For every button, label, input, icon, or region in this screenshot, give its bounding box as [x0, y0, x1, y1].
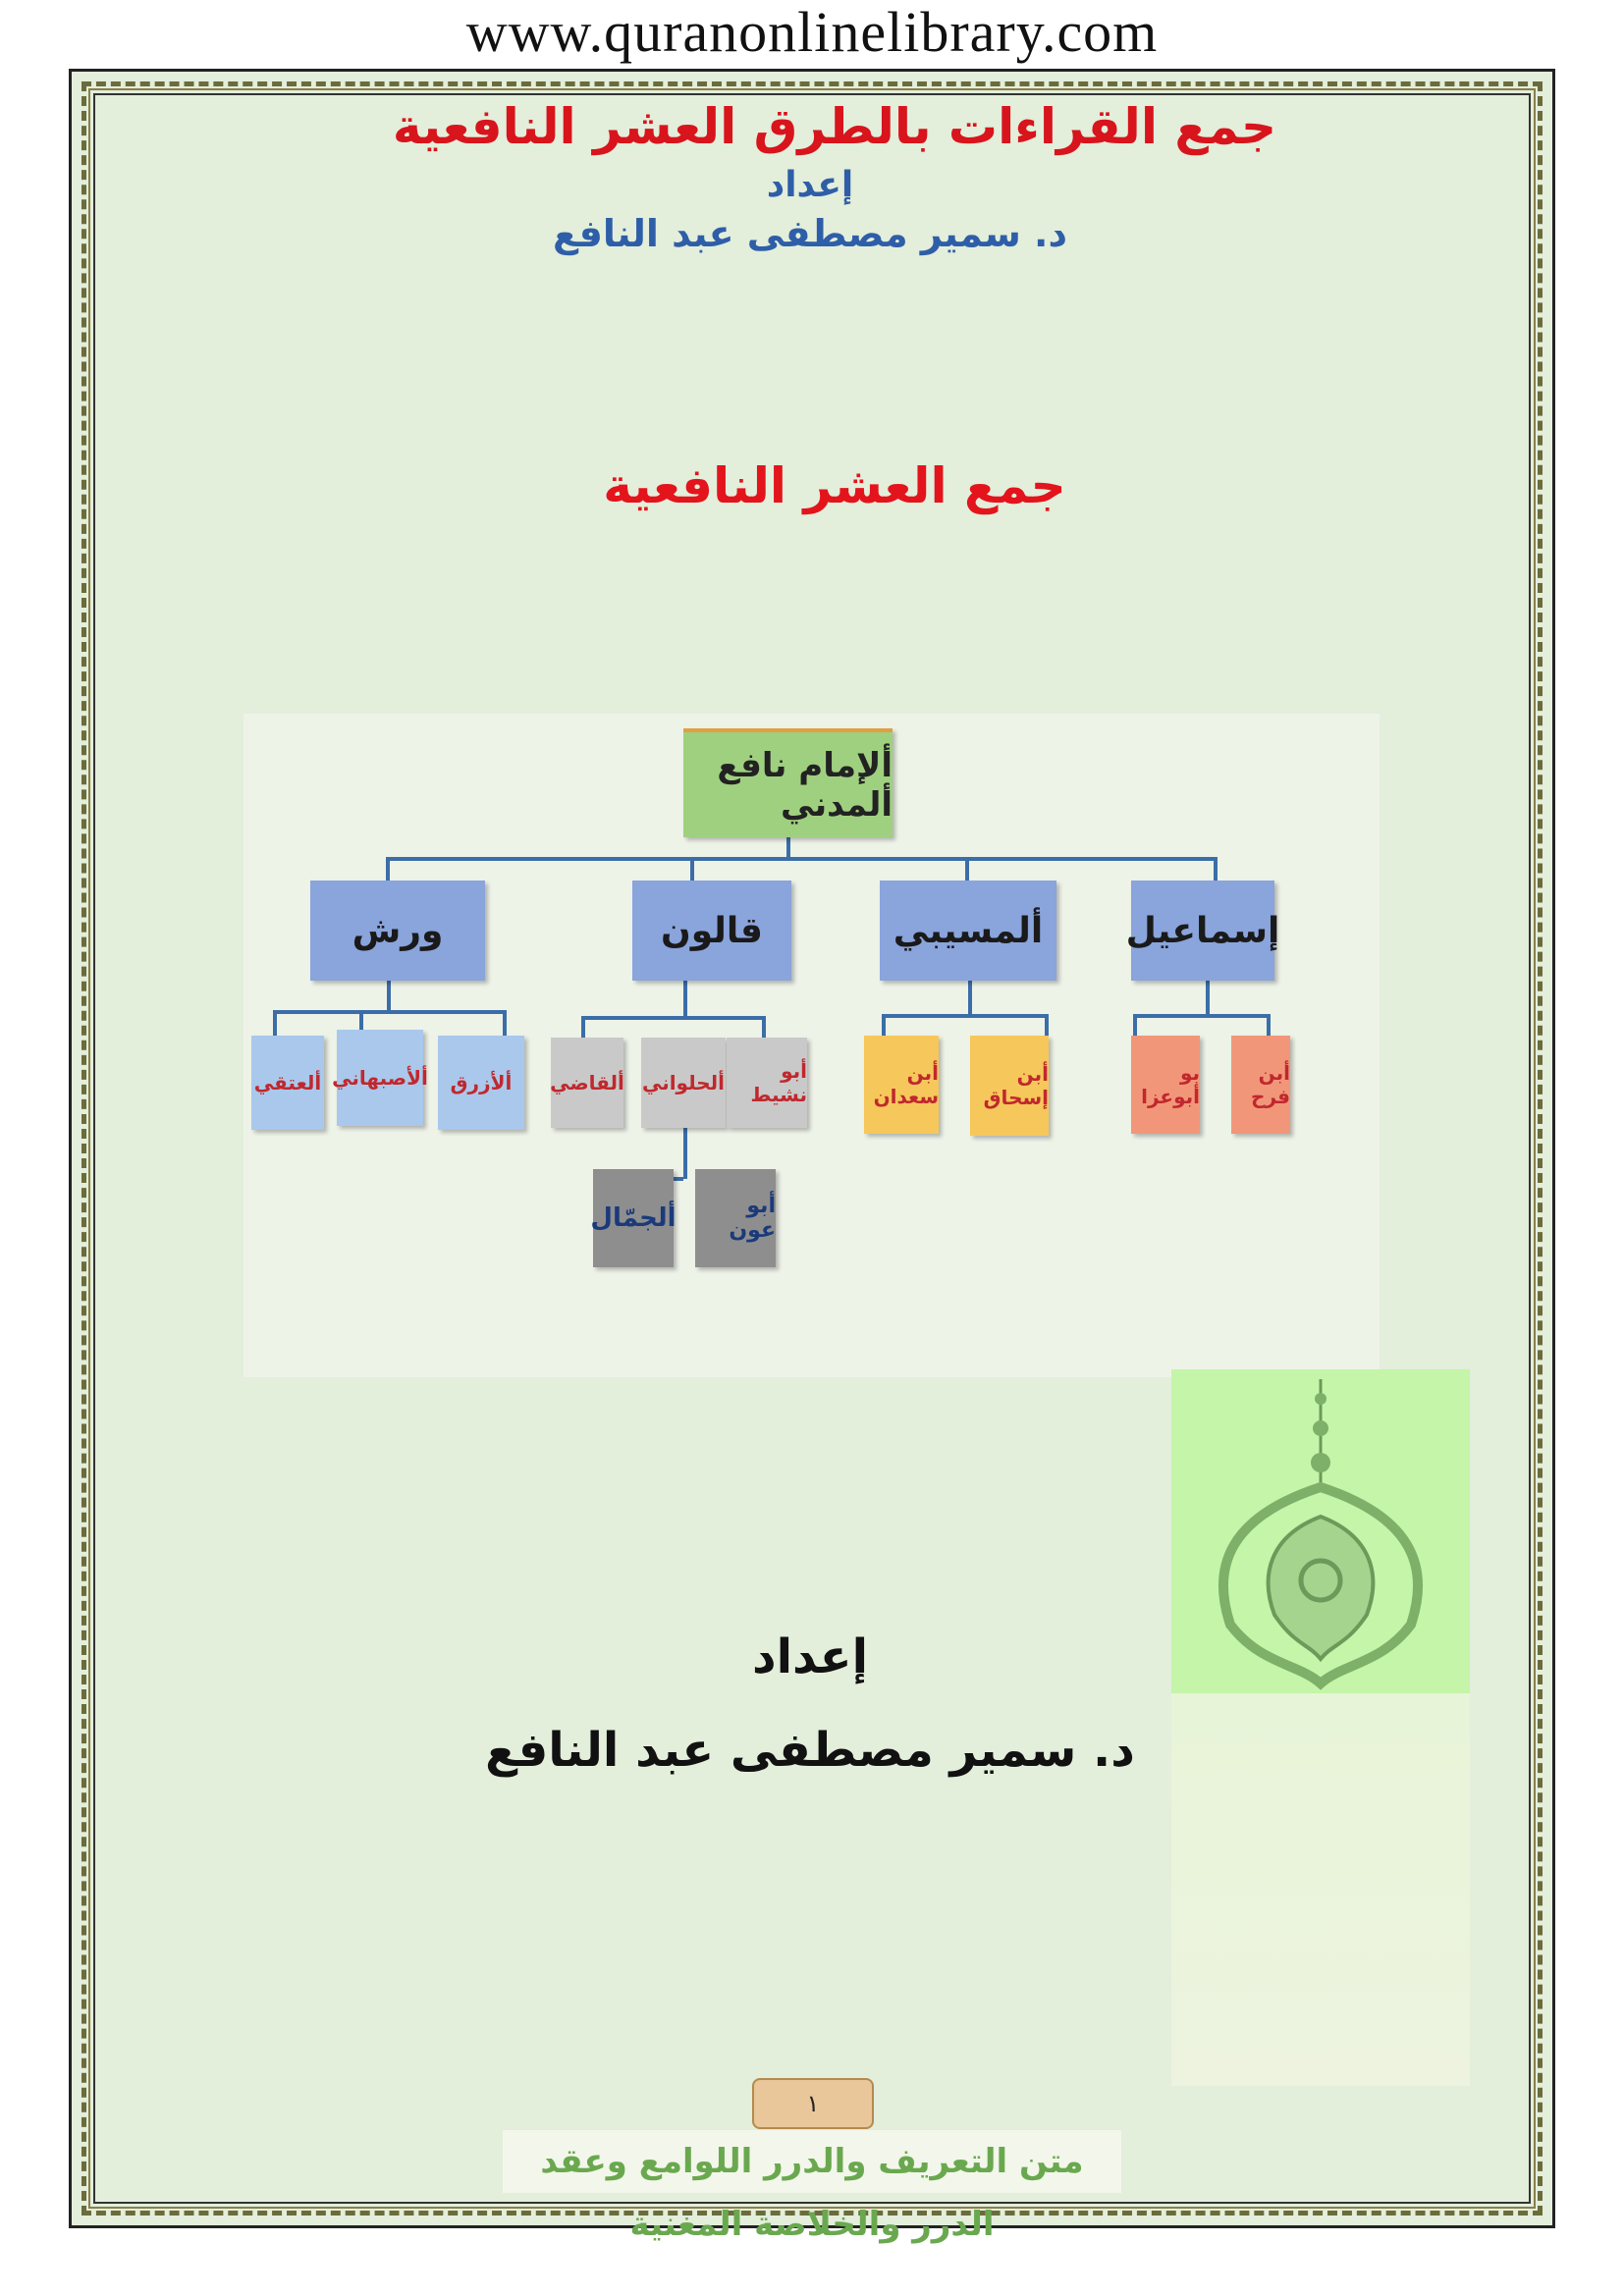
path-box: أبن سعدان — [864, 1036, 939, 1134]
hulwani-stem — [683, 1128, 687, 1179]
bottom-author: د. سمير مصطفى عبد النافع — [485, 1723, 1135, 1778]
path-box: ألقاضي — [551, 1038, 623, 1128]
musayyabi-bar — [882, 1014, 1049, 1018]
footer-text: متن التعريف والدرر اللوامع وعقد الدرر والخلاصة المغنية — [503, 2130, 1121, 2193]
root-box: ألإمام نافع ألمدني — [683, 728, 893, 837]
musayyabi-leg-1 — [882, 1014, 886, 1036]
ismail-leg-2 — [1267, 1014, 1271, 1036]
islamic-ornament — [1171, 1369, 1470, 1693]
qalun-leg-1 — [581, 1016, 585, 1038]
musayyabi-stem — [968, 981, 972, 1016]
path-box: أبو عون — [695, 1169, 776, 1267]
page-number: ١ — [752, 2078, 874, 2129]
qalun-bar — [581, 1016, 766, 1020]
path-box: ألجمّال — [593, 1169, 674, 1267]
narrator-warsh: ورش — [310, 881, 485, 981]
ismail-stem — [1206, 981, 1210, 1016]
narrator-ismail: إسماعيل — [1131, 881, 1274, 981]
path-box: أبو نشيط — [727, 1038, 807, 1128]
warsh-bar — [273, 1010, 507, 1014]
path-box: ألأصبهاني — [337, 1030, 423, 1126]
site-url[interactable]: www.quranonlinelibrary.com — [465, 0, 1159, 64]
section-title: جمع العشر النافعية — [603, 457, 1066, 514]
ismail-bar — [1133, 1014, 1271, 1018]
warsh-leg-1 — [273, 1010, 277, 1036]
warsh-stem — [387, 981, 391, 1012]
path-box: ألحلواني — [641, 1038, 726, 1128]
qalun-leg-3 — [762, 1016, 766, 1038]
header-author: د. سمير مصطفى عبد النافع — [553, 212, 1067, 255]
path-box: أبن إسحاق — [970, 1036, 1049, 1136]
warsh-leg-3 — [503, 1010, 507, 1036]
path-box: ألعتقي — [251, 1036, 324, 1130]
bottom-prepared-by: إعداد — [751, 1629, 869, 1684]
ismail-leg-1 — [1133, 1014, 1137, 1036]
header-prepared-by: إعداد — [766, 165, 854, 205]
narrator-qalun: قالون — [632, 881, 791, 981]
narrator-musayyabi: ألمسيبي — [880, 881, 1056, 981]
ornament-icon — [1171, 1369, 1470, 1693]
musayyabi-leg-2 — [1045, 1014, 1049, 1036]
qalun-stem — [683, 981, 687, 1018]
narrators-bar — [386, 857, 1216, 861]
tree-diagram — [244, 714, 1380, 1377]
ornament-reflection — [1171, 1693, 1470, 2086]
path-box: ألأزرق — [438, 1036, 524, 1130]
path-box: بو أبوعزا — [1131, 1036, 1200, 1134]
book-title: جمع القراءات بالطرق العشر النافعية — [392, 98, 1277, 155]
path-box: أبن فرح — [1231, 1036, 1290, 1134]
